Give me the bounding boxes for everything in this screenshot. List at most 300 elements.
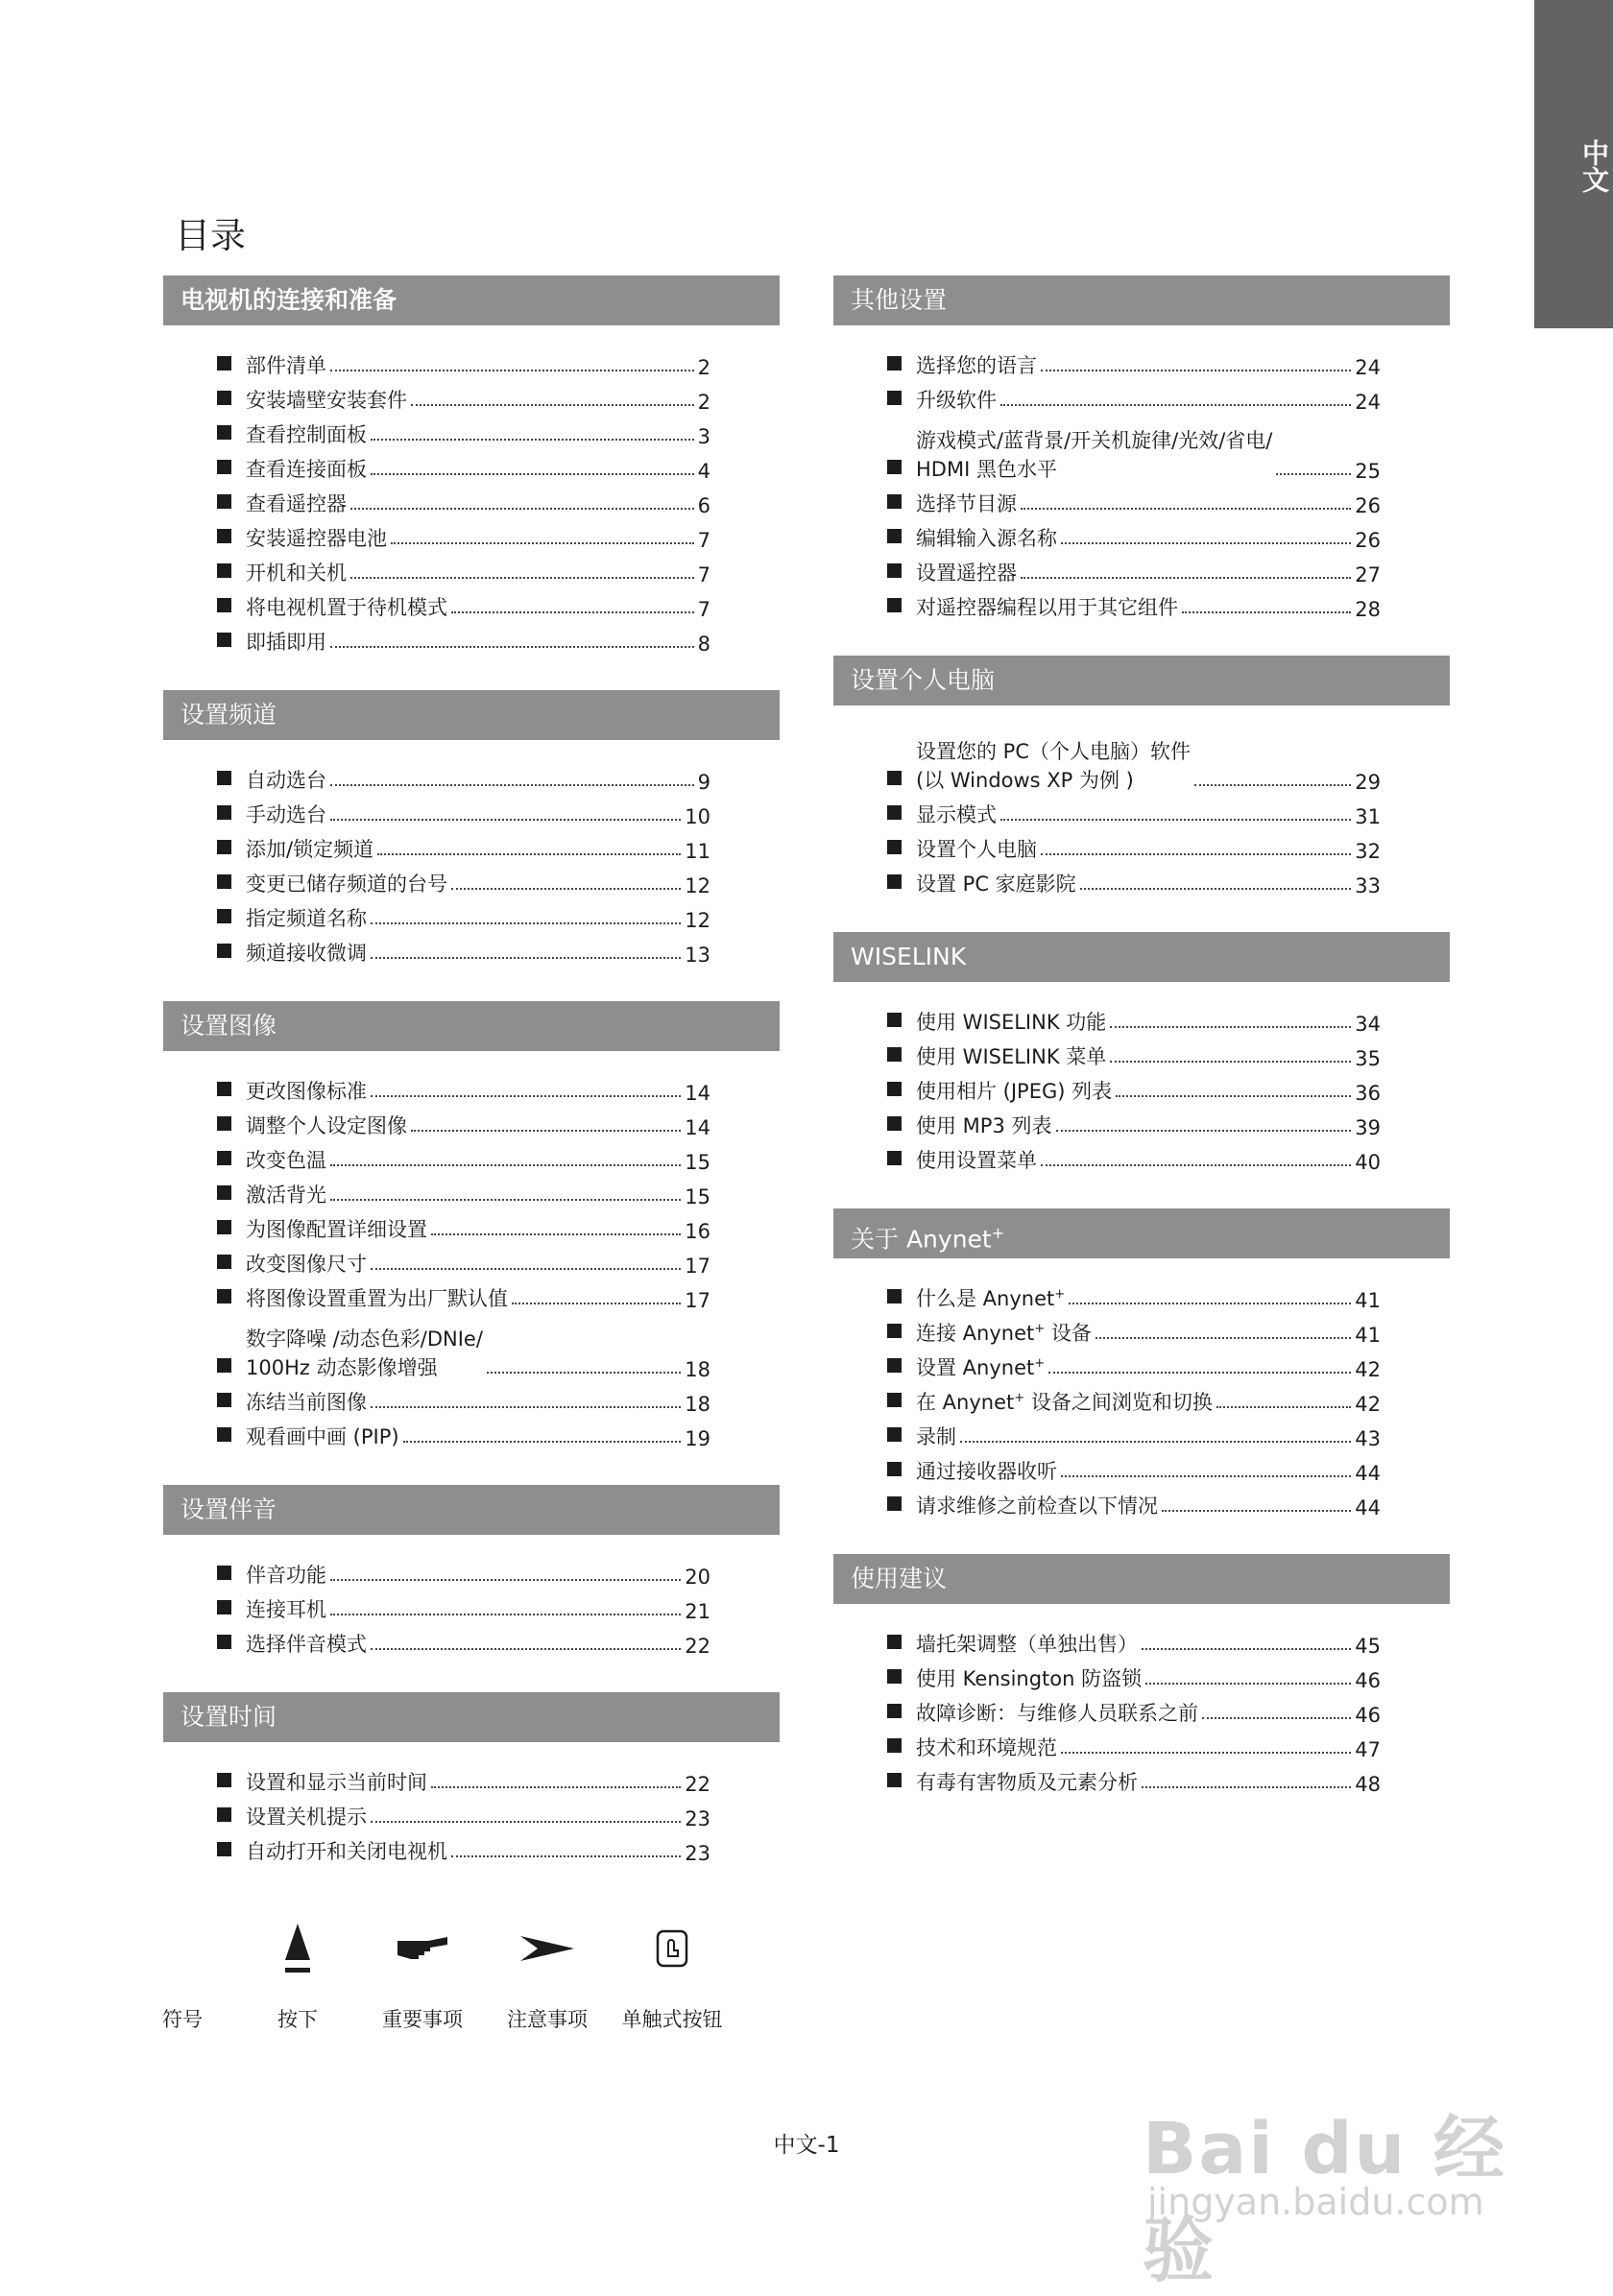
toc-entry-label <box>217 834 373 863</box>
dot-leader <box>1080 888 1352 890</box>
toc-entry-page: 29 <box>1355 771 1381 794</box>
toc-entry-label-line1: 设置您的 PC（个人电脑）软件 <box>916 740 1192 763</box>
dot-leader <box>371 1095 681 1097</box>
toc-entry-text: 将电视机置于待机模式 <box>246 596 447 619</box>
toc-entry-label <box>217 592 447 621</box>
toc-entry[interactable] <box>163 1105 780 1139</box>
toc-entry-text: 冻结当前图像 <box>246 1391 367 1414</box>
toc-entry-text: 添加/锁定频道 <box>246 838 374 861</box>
toc-entry-text: 选择您的语言 <box>916 354 1037 377</box>
dot-leader <box>451 611 694 613</box>
toc-entry-label <box>217 385 407 414</box>
section-title: 关于 Anynet <box>851 1225 992 1254</box>
dot-leader <box>431 1786 681 1788</box>
toc-list <box>833 1258 1450 1519</box>
toc-entry-text: 录制 <box>916 1425 956 1448</box>
dot-leader <box>330 370 694 371</box>
dot-leader <box>371 439 694 441</box>
toc-entry[interactable] <box>833 1139 1450 1174</box>
toc-entry-label <box>887 592 1178 621</box>
toc-list <box>833 706 1450 897</box>
toc-entry-text: 即插即用 <box>246 631 326 654</box>
language-tab <box>1534 0 1613 328</box>
toc-entry[interactable] <box>163 1416 780 1450</box>
toc-entry-page: 31 <box>1355 805 1381 828</box>
toc-entry-text: 通过接收器收听 <box>916 1460 1057 1483</box>
toc-entry[interactable] <box>163 1070 780 1105</box>
toc-entry-superscript: + <box>1034 1322 1046 1336</box>
section-header <box>833 932 1450 982</box>
toc-entry[interactable] <box>833 1416 1450 1450</box>
toc-entry-label <box>887 869 1076 897</box>
toc-entry[interactable] <box>163 379 780 414</box>
dot-leader <box>1202 1717 1351 1719</box>
hand-pointer-icon <box>365 1920 480 1977</box>
toc-entry-label <box>887 425 1272 483</box>
section-title: 电视机的连接和准备 <box>181 286 397 314</box>
toc-entry-page: 41 <box>1355 1324 1381 1347</box>
toc-entry[interactable] <box>833 1381 1450 1416</box>
dot-leader <box>1110 1026 1351 1028</box>
toc-entry[interactable] <box>163 586 780 621</box>
toc-entry-label <box>887 1007 1106 1036</box>
toc-entry[interactable] <box>833 828 1450 863</box>
section-header <box>163 1001 780 1051</box>
toc-entry-text: 什么是 Anynet <box>916 1287 1055 1310</box>
one-touch-button-icon <box>614 1920 730 1977</box>
dot-leader <box>330 1164 681 1166</box>
symbol-legend <box>162 1920 806 2035</box>
toc-entry-label <box>217 765 326 794</box>
dot-leader <box>1216 1406 1351 1408</box>
toc-entry-text: 技术和环境规范 <box>916 1736 1057 1759</box>
toc-entry-text: 设置和显示当前时间 <box>246 1771 427 1794</box>
toc-list <box>833 1604 1450 1796</box>
toc-entry-label <box>887 523 1057 552</box>
section-title: 使用建议 <box>851 1565 948 1592</box>
toc-entry-label <box>217 1111 407 1139</box>
section-title: WISELINK <box>851 943 967 970</box>
toc-entry-text: 伴音功能 <box>246 1564 326 1587</box>
toc-entry-page: 23 <box>685 1842 710 1865</box>
dot-leader <box>403 1441 682 1443</box>
toc-entry-label <box>887 1663 1142 1692</box>
toc-entry[interactable] <box>833 517 1450 552</box>
toc-entry-page: 44 <box>1355 1496 1381 1519</box>
toc-entry-label <box>217 1387 367 1416</box>
section-title: 设置个人电脑 <box>851 666 996 694</box>
toc-section <box>163 1485 780 1658</box>
toc-entry-text: 使用相片 (JPEG) 列表 <box>916 1080 1113 1103</box>
toc-entry[interactable] <box>163 1243 780 1278</box>
toc-entry[interactable] <box>163 1208 780 1243</box>
toc-entry-page: 19 <box>685 1427 710 1450</box>
toc-entry-label <box>217 1767 427 1796</box>
section-header <box>833 1554 1450 1604</box>
toc-entry[interactable] <box>833 1312 1450 1347</box>
toc-entry[interactable] <box>163 1278 780 1312</box>
toc-entry-text: 连接耳机 <box>246 1598 326 1621</box>
toc-entry-label <box>887 1318 1092 1347</box>
toc-entry-text: 改变图像尺寸 <box>246 1253 367 1276</box>
toc-entry-page: 42 <box>1355 1358 1381 1381</box>
toc-entry-page: 28 <box>1355 598 1381 621</box>
toc-entry-superscript: + <box>1034 1356 1046 1371</box>
dot-leader <box>512 1303 681 1304</box>
watermark-url: jingyan.baidu.com <box>1147 2181 1484 2223</box>
toc-entry[interactable] <box>163 1623 780 1658</box>
toc-entry-page: 41 <box>1355 1289 1381 1312</box>
toc-entry-text: 墙托架调整（单独出售） <box>916 1633 1138 1656</box>
toc-entry[interactable] <box>833 725 1450 794</box>
toc-entry-text: 为图像配置详细设置 <box>246 1218 427 1241</box>
toc-entry-label <box>887 1733 1057 1761</box>
watermark-brand: Bai du 经验 <box>1143 2108 1506 2292</box>
dot-leader <box>1041 370 1351 371</box>
toc-entry-page: 2 <box>697 356 710 379</box>
toc-entry-page: 24 <box>1355 391 1381 414</box>
toc-entry-label <box>217 1802 367 1830</box>
toc-entry[interactable] <box>833 863 1450 897</box>
toc-entry-page: 7 <box>697 563 710 586</box>
toc-entry-label <box>887 1629 1138 1658</box>
toc-right-column <box>833 275 1450 1830</box>
toc-entry[interactable] <box>163 448 780 483</box>
toc-entry[interactable] <box>833 345 1450 379</box>
toc-entry-label <box>217 1629 367 1658</box>
toc-section <box>833 932 1450 1174</box>
toc-entry-page: 25 <box>1355 460 1381 483</box>
toc-entry-text: 设置遥控器 <box>916 562 1017 585</box>
toc-entry-label <box>217 938 367 967</box>
toc-entry[interactable] <box>833 1450 1450 1485</box>
dot-leader <box>330 819 681 821</box>
toc-entry-text: 使用 MP3 列表 <box>916 1114 1052 1137</box>
legend-symbol <box>125 1920 240 2033</box>
toc-entry-page: 32 <box>1355 840 1381 863</box>
toc-entry[interactable] <box>833 1692 1450 1727</box>
toc-entry[interactable] <box>163 1796 780 1830</box>
toc-entry[interactable] <box>833 414 1450 483</box>
toc-entry-text-suffix: 设备之间浏览和切换 <box>1024 1391 1213 1414</box>
toc-entry-page: 4 <box>697 460 710 483</box>
toc-entry-text: 手动选台 <box>246 803 326 826</box>
toc-entry[interactable] <box>833 379 1450 414</box>
section-header <box>163 1692 780 1742</box>
toc-entry-page: 47 <box>1355 1738 1381 1761</box>
toc-entry-page: 15 <box>685 1151 710 1174</box>
toc-entry-label <box>887 385 997 414</box>
toc-entry[interactable] <box>833 1105 1450 1139</box>
toc-entry-text: 查看控制面板 <box>246 423 367 446</box>
toc-entry-label <box>887 1041 1106 1070</box>
toc-entry-label <box>217 1076 367 1105</box>
toc-entry-page: 20 <box>685 1566 710 1589</box>
toc-entry[interactable] <box>833 1070 1450 1105</box>
toc-entry-page: 17 <box>685 1255 710 1278</box>
toc-list <box>833 325 1450 621</box>
toc-entry-page: 16 <box>685 1220 710 1243</box>
dot-leader <box>330 1614 681 1615</box>
toc-entry[interactable] <box>163 1589 780 1623</box>
dot-leader <box>391 542 694 544</box>
dot-leader <box>350 577 694 579</box>
toc-entry-superscript: + <box>1054 1287 1066 1302</box>
toc-entry-label <box>887 1352 1045 1381</box>
section-title: 其他设置 <box>851 286 948 314</box>
toc-entry[interactable] <box>833 1036 1450 1070</box>
toc-entry[interactable] <box>163 517 780 552</box>
dot-leader <box>1110 1061 1351 1063</box>
toc-entry-page: 39 <box>1355 1116 1381 1139</box>
toc-entry-label <box>217 419 367 448</box>
toc-entry-text: 查看连接面板 <box>246 458 367 481</box>
toc-entry[interactable] <box>833 1278 1450 1312</box>
dot-leader <box>1000 404 1351 406</box>
legend-one-touch <box>614 1920 730 2033</box>
dot-leader <box>1095 1337 1351 1339</box>
toc-entry-page: 22 <box>685 1635 710 1658</box>
section-title-superscript: + <box>991 1224 1005 1242</box>
toc-entry-label <box>887 489 1017 517</box>
dot-leader <box>431 1233 681 1235</box>
toc-list <box>163 325 780 656</box>
section-header <box>833 275 1450 325</box>
toc-entry-label <box>217 1594 326 1623</box>
dot-leader <box>371 957 681 959</box>
dot-leader <box>1061 1475 1351 1477</box>
toc-entry-page: 18 <box>685 1393 710 1416</box>
toc-entry-page: 3 <box>697 425 710 448</box>
toc-entry-text: 更改图像标准 <box>246 1080 367 1103</box>
toc-entry-text: 有毒有害物质及元素分析 <box>916 1771 1138 1794</box>
toc-entry[interactable] <box>163 897 780 932</box>
toc-section <box>163 1001 780 1450</box>
toc-entry[interactable] <box>833 1761 1450 1796</box>
toc-entry-label-line1: 数字降噪 /动态色彩/DNIe/ <box>246 1327 483 1351</box>
dot-leader <box>1048 1372 1351 1374</box>
toc-entry-label <box>887 1767 1138 1796</box>
toc-entry-label <box>217 1214 427 1243</box>
toc-entry-label <box>887 1456 1057 1485</box>
toc-entry[interactable] <box>163 414 780 448</box>
toc-entry-label <box>887 1283 1065 1312</box>
toc-entry-page: 44 <box>1355 1462 1381 1485</box>
toc-entry-text: 安装遥控器电池 <box>246 527 387 550</box>
toc-entry[interactable] <box>833 1347 1450 1381</box>
toc-entry-text: 设置 Anynet <box>916 1356 1035 1379</box>
dot-leader <box>371 922 681 924</box>
toc-entry-text: 请求维修之前检查以下情况 <box>916 1495 1158 1518</box>
toc-entry-label <box>217 627 326 656</box>
toc-entry[interactable] <box>833 483 1450 517</box>
toc-entry[interactable] <box>163 828 780 863</box>
toc-entry-text: 选择伴音模式 <box>246 1633 367 1656</box>
toc-section <box>833 1554 1450 1796</box>
toc-entry-label <box>887 800 997 828</box>
toc-entry[interactable] <box>163 1381 780 1416</box>
toc-entry-page: 35 <box>1355 1047 1381 1070</box>
toc-entry[interactable] <box>833 1727 1450 1761</box>
section-title: 设置时间 <box>181 1703 277 1731</box>
dot-leader <box>371 1268 681 1270</box>
toc-entry[interactable] <box>163 1830 780 1865</box>
toc-entry-text-suffix: 设备 <box>1045 1322 1092 1345</box>
toc-entry[interactable] <box>163 1554 780 1589</box>
toc-entry[interactable] <box>163 794 780 828</box>
toc-entry-label <box>887 1387 1213 1416</box>
toc-entry-text: 变更已储存频道的台号 <box>246 873 447 896</box>
toc-entry-text: 使用设置菜单 <box>916 1149 1037 1172</box>
toc-entry-label <box>217 1249 367 1278</box>
toc-entry-superscript: + <box>1014 1391 1025 1405</box>
dot-leader <box>1142 1786 1351 1788</box>
toc-entry-text: 指定频道名称 <box>246 907 367 930</box>
page-number: 中文-1 <box>773 2133 840 2158</box>
toc-entry-label <box>217 454 367 483</box>
dot-leader <box>1056 1130 1352 1132</box>
toc-entry[interactable] <box>833 586 1450 621</box>
toc-entry-label <box>887 736 1191 794</box>
dot-leader <box>1276 473 1351 475</box>
toc-entry-label <box>217 1180 326 1208</box>
toc-entry-page: 40 <box>1355 1151 1381 1174</box>
dot-leader <box>1194 784 1351 786</box>
legend-label: 重要事项 <box>382 2008 463 2031</box>
toc-entry-page: 10 <box>685 805 710 828</box>
dot-leader <box>487 1372 681 1374</box>
dot-leader <box>411 404 694 406</box>
toc-list <box>163 740 780 967</box>
toc-entry[interactable] <box>163 552 780 586</box>
toc-list <box>163 1051 780 1450</box>
toc-entry[interactable] <box>163 932 780 967</box>
legend-label: 符号 <box>162 2008 203 2031</box>
dot-leader <box>1000 819 1351 821</box>
toc-entry-text: 部件清单 <box>246 354 326 377</box>
toc-entry[interactable] <box>163 1174 780 1208</box>
toc-list <box>163 1535 780 1658</box>
toc-entry-text: 对遥控器编程以用于其它组件 <box>916 596 1178 619</box>
toc-section <box>833 656 1450 897</box>
toc-entry-page: 9 <box>697 771 710 794</box>
toc-entry-text: 设置关机提示 <box>246 1806 367 1829</box>
toc-entry-text: 自动打开和关闭电视机 <box>246 1840 447 1863</box>
toc-entry-page: 43 <box>1355 1427 1381 1450</box>
toc-entry-text: 安装墙壁安装套件 <box>246 389 407 412</box>
toc-entry-page: 45 <box>1355 1635 1381 1658</box>
toc-entry-page: 23 <box>685 1807 710 1830</box>
toc-entry-page: 18 <box>685 1358 710 1381</box>
toc-entry-label <box>217 1324 483 1381</box>
toc-entry[interactable] <box>163 483 780 517</box>
dot-leader <box>1145 1683 1351 1685</box>
toc-entry[interactable] <box>163 1761 780 1796</box>
dot-leader <box>1142 1648 1351 1650</box>
toc-entry[interactable] <box>833 1485 1450 1519</box>
toc-list <box>833 982 1450 1174</box>
toc-left-column <box>163 275 780 1900</box>
press-icon <box>240 1920 355 1977</box>
toc-entry-text: 频道接收微调 <box>246 942 367 965</box>
toc-entry-page: 26 <box>1355 529 1381 552</box>
toc-entry-label <box>217 903 367 932</box>
toc-entry-page: 2 <box>697 391 710 414</box>
toc-entry-label <box>217 869 447 897</box>
toc-entry[interactable] <box>163 759 780 794</box>
legend-important <box>365 1920 480 2033</box>
section-header <box>163 275 780 325</box>
toc-entry[interactable] <box>163 863 780 897</box>
toc-entry[interactable] <box>163 621 780 656</box>
toc-entry-label <box>217 489 347 517</box>
dot-leader <box>1041 853 1351 855</box>
dot-leader <box>1061 1752 1351 1754</box>
section-header <box>833 1208 1450 1258</box>
legend-label: 单触式按钮 <box>621 2008 723 2031</box>
toc-entry-label <box>887 1491 1158 1519</box>
toc-entry-page: 8 <box>697 633 710 656</box>
dot-leader <box>1182 611 1351 613</box>
toc-entry[interactable] <box>163 1139 780 1174</box>
section-title: 设置图像 <box>181 1012 277 1040</box>
toc-entry-label <box>217 800 326 828</box>
toc-entry-page: 34 <box>1355 1013 1381 1036</box>
toc-entry-text: 查看遥控器 <box>246 492 347 515</box>
toc-entry-label <box>887 1076 1112 1105</box>
page-title: 目录 <box>175 215 246 256</box>
toc-entry-text: 使用 WISELINK 菜单 <box>916 1045 1107 1068</box>
toc-entry-label <box>887 558 1017 586</box>
dot-leader <box>350 508 694 510</box>
toc-entry-page: 33 <box>1355 874 1381 897</box>
dot-leader <box>371 1648 681 1650</box>
toc-entry-page: 15 <box>685 1185 710 1208</box>
toc-entry-page: 42 <box>1355 1393 1381 1416</box>
toc-entry-label <box>217 1836 447 1865</box>
section-title: 设置伴音 <box>181 1495 277 1523</box>
toc-entry[interactable] <box>163 1312 780 1381</box>
toc-entry-page: 12 <box>685 874 710 897</box>
toc-entry-page: 24 <box>1355 356 1381 379</box>
toc-section <box>833 275 1450 621</box>
dot-leader <box>1041 1164 1351 1166</box>
toc-entry-label <box>217 1422 399 1450</box>
toc-entry-text: 连接 Anynet <box>916 1322 1035 1345</box>
toc-entry-text: 选择节目源 <box>916 492 1017 515</box>
dot-leader <box>1021 577 1351 579</box>
dot-leader <box>371 1821 681 1823</box>
toc-entry-label-line1: 游戏模式/蓝背景/开关机旋律/光效/省电/ <box>916 429 1273 452</box>
section-header <box>833 656 1450 706</box>
toc-entry-text: 故障诊断：与维修人员联系之前 <box>916 1702 1198 1725</box>
toc-entry[interactable] <box>833 1623 1450 1658</box>
toc-entry[interactable] <box>833 1001 1450 1036</box>
toc-entry-label-line2: HDMI 黑色水平 <box>916 458 1057 481</box>
toc-entry[interactable] <box>833 1658 1450 1692</box>
toc-entry-label <box>887 1145 1037 1174</box>
toc-entry-label-line2: 100Hz 动态影像增强 <box>246 1356 438 1379</box>
toc-entry-label <box>887 1422 956 1450</box>
toc-entry[interactable] <box>163 345 780 379</box>
toc-list <box>163 1742 780 1865</box>
section-header <box>163 1485 780 1535</box>
dot-leader <box>371 1406 681 1408</box>
toc-entry-page: 36 <box>1355 1082 1381 1105</box>
toc-entry[interactable] <box>833 552 1450 586</box>
toc-entry[interactable] <box>833 794 1450 828</box>
dot-leader <box>330 1199 681 1201</box>
